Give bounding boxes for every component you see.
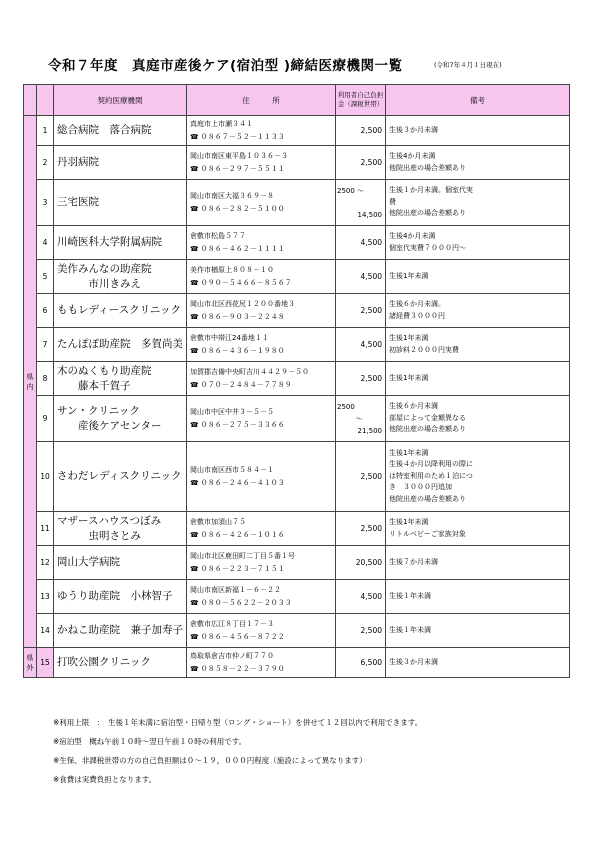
note-cell	[386, 546, 570, 580]
note-line: リトルベビーご家族対象	[389, 529, 466, 538]
phone-icon: ☎	[190, 664, 199, 673]
address-cell	[187, 546, 336, 580]
institution-name-line: 藤本千賀子	[57, 379, 131, 392]
phone-icon: ☎	[190, 420, 199, 429]
note-line: 他院出産の場合差額あり	[389, 494, 466, 503]
note-line: 初診料２０００円実費	[389, 345, 459, 354]
row-number: 8	[37, 362, 54, 396]
fee-cell: 20,500	[336, 546, 386, 580]
table-row	[24, 260, 570, 294]
phone-line	[190, 663, 335, 676]
institution-name-line: 虫明さとみ	[57, 529, 141, 542]
phone-line	[190, 203, 335, 216]
fee-cell: 4,500	[336, 328, 386, 362]
institution-name-line: 総合病院 落合病院	[57, 124, 152, 136]
address-text: 倉敷市中帯江24番地１１	[190, 333, 269, 342]
table-row	[24, 580, 570, 614]
note-line: 生後７か月未満	[389, 557, 438, 566]
header-note: 備考	[386, 85, 570, 116]
row-number: 11	[37, 512, 54, 546]
note-cell	[386, 442, 570, 512]
note-cell	[386, 396, 570, 442]
phone-number: ０８６－２４６－４１０３	[200, 478, 285, 487]
table-header-row	[24, 85, 570, 116]
note-line: 生後4か月未満	[389, 232, 436, 240]
phone-number: ０８６－２２３－７１５１	[200, 564, 285, 573]
title-row	[48, 54, 568, 80]
address-cell	[187, 442, 336, 512]
phone-line	[190, 131, 335, 144]
footnote: ※利用上限 ： 生後１年未満に宿泊型・日帰り型（ロング・ショート）を併せて１２回以内で利用できます。	[53, 718, 423, 727]
note-cell	[386, 260, 570, 294]
footnote: ※食費は実費負担となります。	[53, 775, 157, 784]
address-text: 岡山市北区鹿田町二丁目５番１号	[190, 551, 295, 560]
institution-name	[54, 180, 187, 226]
phone-line	[190, 419, 335, 432]
table-row	[24, 362, 570, 396]
note-cell	[386, 226, 570, 260]
institution-name	[54, 116, 187, 146]
institution-name-line: マザースハウスつぼみ	[57, 514, 162, 527]
fee-cell: 2,500	[336, 146, 386, 180]
address-cell	[187, 260, 336, 294]
address-text: 岡山市南区西市５８４－１	[190, 465, 274, 474]
address-text: 倉敷市広江８丁目１７－３	[190, 619, 274, 628]
phone-line	[190, 163, 335, 176]
address-cell	[187, 146, 336, 180]
phone-icon: ☎	[190, 164, 199, 173]
fee-cell	[336, 180, 386, 226]
institution-name-line: ももレディースクリニック	[57, 304, 182, 316]
institution-name	[54, 260, 187, 294]
page-title: 令和７年度 真庭市産後ケア(宿泊型 )締結医療機関一覧	[48, 58, 403, 74]
note-cell	[386, 116, 570, 146]
institution-name-line: 川崎医科大学附属病院	[57, 236, 162, 248]
phone-line	[190, 277, 335, 290]
phone-line	[190, 631, 335, 644]
table-row	[24, 546, 570, 580]
address-text: 岡山市南区新福１－６－２２	[190, 585, 281, 594]
address-cell	[187, 648, 336, 678]
institution-name	[54, 648, 187, 678]
note-line: 生後１年未満	[389, 591, 431, 600]
fee-cell: 6,500	[336, 648, 386, 678]
table-row	[24, 294, 570, 328]
note-line: 諸経費３０００円	[389, 311, 445, 320]
institution-name-line: 産後ケアセンター	[57, 419, 162, 432]
table-row	[24, 180, 570, 226]
institution-name-line: ゆうり助産院 小林智子	[57, 590, 173, 602]
address-text: 真庭市上市瀬３４１	[190, 119, 253, 128]
fee-cell: 2,500	[336, 614, 386, 648]
row-number: 7	[37, 328, 54, 362]
fee-cell: 2,500	[336, 512, 386, 546]
address-text: 岡山市中区中井３－５－５	[190, 407, 274, 416]
institution-name	[54, 362, 187, 396]
phone-number: ０８６－４２６－１０１６	[200, 530, 285, 539]
note-line: 生後1年未満	[389, 271, 429, 280]
address-text: 美作市楢原上８０８－１０	[190, 265, 274, 274]
row-number: 1	[37, 116, 54, 146]
phone-number: ０８６－２８２－５１００	[200, 204, 285, 213]
phone-number: ０８６－４５６－８７２２	[200, 632, 285, 641]
institution-name-line: 三宅医院	[57, 196, 99, 208]
note-cell	[386, 648, 570, 678]
fee-range-part	[336, 197, 382, 209]
fee-cell: 2,500	[336, 442, 386, 512]
row-number: 4	[37, 226, 54, 260]
phone-icon: ☎	[190, 632, 199, 641]
note-cell	[386, 512, 570, 546]
institution-name	[54, 442, 187, 512]
fee-cell: 4,500	[336, 260, 386, 294]
row-number: 2	[37, 146, 54, 180]
header-fee: 利用者自己負担金（課税世帯）	[336, 85, 386, 116]
phone-icon: ☎	[190, 132, 199, 141]
phone-icon: ☎	[190, 380, 199, 389]
institution-name	[54, 512, 187, 546]
address-cell	[187, 512, 336, 546]
note-cell	[386, 294, 570, 328]
out-pref-label: 県外	[24, 648, 37, 678]
address-text: 倉敷市加須山７５	[190, 517, 246, 526]
institution-name-line: サン・クリニック	[57, 404, 140, 417]
address-cell	[187, 614, 336, 648]
address-text: 岡山市南区東平島１０３６－３	[190, 151, 288, 160]
institution-name	[54, 294, 187, 328]
address-text: 岡山市南区大福３６９－８	[190, 191, 274, 200]
fee-cell: 4,500	[336, 226, 386, 260]
table-row	[24, 512, 570, 546]
institution-name-line: 丹羽病院	[57, 156, 99, 168]
address-text: 加賀郡吉備中央町吉川４４２９－５０	[190, 367, 309, 376]
note-cell	[386, 580, 570, 614]
row-number: 12	[37, 546, 54, 580]
phone-line	[190, 379, 335, 392]
phone-icon: ☎	[190, 478, 199, 487]
institution-name	[54, 328, 187, 362]
as-of-date: (令和7年４月１日現在)	[434, 61, 502, 69]
fee-range-part: 21,500	[357, 426, 382, 435]
institution-name-line: 岡山大学病院	[57, 556, 120, 568]
footnote: ※宿泊型 概ね午前１０時～翌日午前１０時の利用です。	[53, 737, 247, 746]
footnote: ※生保、非課税世帯の方の自己負担額は０～１９，０００円程度（施設によって異なります）	[53, 756, 367, 765]
note-cell	[386, 180, 570, 226]
table-row	[24, 226, 570, 260]
address-cell	[187, 362, 336, 396]
address-text: 倉敷市松島５７７	[190, 231, 246, 240]
note-line: 他院出産の場合差額あり	[389, 425, 466, 434]
institution-name-line: 市川きみえ	[57, 277, 141, 290]
address-cell	[187, 580, 336, 614]
table-row	[24, 648, 570, 678]
fee-cell: 2,500	[336, 116, 386, 146]
note-line: 生後1年未満	[389, 334, 429, 342]
note-line: 生後３か月未満	[389, 657, 438, 666]
note-cell	[386, 614, 570, 648]
note-line: 費	[389, 197, 396, 206]
phone-icon: ☎	[190, 244, 199, 253]
header-address: 住 所	[187, 85, 336, 116]
address-cell	[187, 116, 336, 146]
fee-cell: 4,500	[336, 580, 386, 614]
institution-name-line: 打吹公園クリニック	[57, 656, 151, 668]
header-no	[37, 85, 54, 116]
note-cell	[386, 328, 570, 362]
table-body	[24, 116, 570, 678]
note-line: 生後1年未満	[389, 518, 429, 526]
phone-number: ０８６－４３６－１９８０	[200, 346, 285, 355]
header-name: 契約医療機関	[54, 85, 187, 116]
fee-range-part: 2500	[337, 402, 355, 411]
table-row	[24, 396, 570, 442]
institution-name-line: さわだレディスクリニック	[57, 470, 182, 482]
row-number: 15	[37, 648, 54, 678]
phone-number: ０８０－５６２２－２０３３	[200, 598, 292, 607]
address-cell	[187, 226, 336, 260]
row-number: 5	[37, 260, 54, 294]
phone-line	[190, 243, 335, 256]
footnotes	[53, 713, 563, 789]
phone-line	[190, 311, 335, 324]
fee-cell: 2,500	[336, 294, 386, 328]
institution-name	[54, 396, 187, 442]
phone-line	[190, 477, 335, 490]
address-text: 岡山市北区西花尻１２００番地３	[190, 299, 295, 308]
header-pref	[24, 85, 37, 116]
phone-number: ０７０－２４８４－７７８９	[200, 380, 292, 389]
fee-range-part: ～	[355, 414, 363, 423]
note-line: き ３０００円追加	[389, 483, 452, 492]
note-line: は特室利用のため１泊につ	[389, 471, 473, 480]
note-cell	[386, 362, 570, 396]
table-row	[24, 116, 570, 146]
note-line: 生後４か月以降利用の際に	[389, 460, 473, 469]
phone-icon: ☎	[190, 346, 199, 355]
institution-name	[54, 580, 187, 614]
institution-table	[23, 84, 570, 678]
institution-name-line: かねこ助産院 兼子加寿子	[57, 624, 183, 636]
note-line: 生後３か月未満	[389, 125, 438, 134]
note-line: 生後1年未満	[389, 448, 429, 457]
row-number: 3	[37, 180, 54, 226]
note-cell	[386, 146, 570, 180]
note-line: 生後６か月未満	[389, 402, 438, 411]
phone-number: ０８６－９０３－２２４８	[200, 312, 285, 321]
phone-number: ０８６－２９７－５５１１	[200, 164, 285, 173]
fee-range-part: 14,500	[357, 210, 382, 219]
table-row	[24, 442, 570, 512]
institution-name-line: 美作みんなの助産院	[57, 262, 152, 275]
row-number: 9	[37, 396, 54, 442]
row-number: 13	[37, 580, 54, 614]
table-row	[24, 146, 570, 180]
note-line: 生後１年未満	[389, 625, 431, 634]
institution-name	[54, 146, 187, 180]
phone-line	[190, 597, 335, 610]
note-line: 個室代実費７０００円～	[389, 243, 466, 252]
phone-number: ０８５８－２２－３７９０	[200, 664, 285, 673]
row-number: 14	[37, 614, 54, 648]
address-text: 鳥取県倉吉市仲ノ町７７０	[190, 651, 274, 660]
note-line: 他院出産の場合差額あり	[389, 209, 466, 218]
phone-icon: ☎	[190, 530, 199, 539]
phone-icon: ☎	[190, 204, 199, 213]
phone-line	[190, 529, 335, 542]
phone-icon: ☎	[190, 564, 199, 573]
note-line: 他院出産の場合差額あり	[389, 163, 466, 172]
phone-icon: ☎	[190, 312, 199, 321]
row-number: 6	[37, 294, 54, 328]
phone-line	[190, 345, 335, 358]
phone-number: ０８６－４６２－１１１１	[200, 244, 285, 253]
note-line: 生後4か月未満	[389, 152, 436, 160]
phone-line	[190, 563, 335, 576]
institution-name	[54, 614, 187, 648]
phone-icon: ☎	[190, 598, 199, 607]
note-line: 生後1年未満	[389, 373, 429, 382]
institution-name	[54, 226, 187, 260]
note-line: 生後１か月未満。個室代実	[389, 186, 473, 195]
table-row	[24, 328, 570, 362]
address-cell	[187, 396, 336, 442]
institution-name-line: 木のぬくもり助産院	[57, 364, 152, 377]
fee-range-part: 2500 ～	[337, 186, 365, 195]
row-number: 10	[37, 442, 54, 512]
phone-icon: ☎	[190, 278, 199, 287]
fee-cell: 2,500	[336, 362, 386, 396]
note-line: 生後６か月未満。	[389, 300, 445, 308]
address-cell	[187, 294, 336, 328]
institution-name	[54, 546, 187, 580]
institution-name-line: たんぽぽ助産院 多賀尚美	[57, 338, 183, 350]
fee-cell	[336, 396, 386, 442]
note-line: 部屋によって金額異なる	[389, 413, 466, 422]
phone-number: ０８６７－５２－１１３３	[200, 132, 285, 141]
address-cell	[187, 180, 336, 226]
in-pref-label: 県内	[24, 116, 37, 648]
phone-number: ０８６－２７５－３３６６	[200, 420, 285, 429]
phone-number: ０９０－５４６６－８５６７	[200, 278, 292, 287]
table-row	[24, 614, 570, 648]
address-cell	[187, 328, 336, 362]
